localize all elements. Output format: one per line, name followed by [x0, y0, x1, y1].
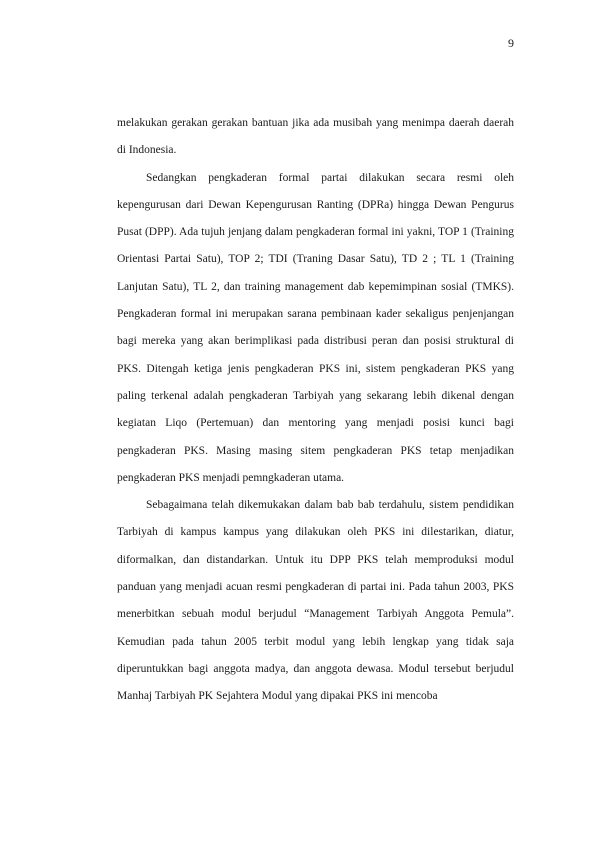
paragraph-3: Sebagaimana telah dikemukakan dalam bab bab terdahulu, sistem pendidikan Tarbiyah di kampus kampus yang dilakukan oleh PKS ini dilestarikan, diatur, diformalkan, dan distandarkan. Untuk itu DPP PKS telah memproduksi modul panduan yang menjadi acuan resmi pengkaderan di partai ini. Pada tahun 2003, PKS menerbitkan sebuah modul berjudul “Management Tarbiyah Anggota Pemula”. Kemudian pada tahun 2005 terbit modul yang lebih lengkap yang tidak saja diperuntukkan bagi anggota madya, dan anggota dewasa. Modul tersebut berjudul Manhaj Tarbiyah PK Sejahtera Modul yang dipakai PKS ini mencoba [117, 499, 514, 703]
paragraph-2: Sedangkan pengkaderan formal partai dilakukan secara resmi oleh kepengurusan dari Dewan Kepengurusan Ranting (DPRa) hingga Dewan Pengurus Pusat (DPP). Ada tujuh jenjang dalam pengkaderan formal ini yakni, TOP 1 (Training Orientasi Partai Satu), TOP 2; TDI (Traning Dasar Satu), TD 2 ; TL 1 (Training Lanjutan Satu), TL 2, dan training management dab kepemimpinan sosial (TMKS). Pengkaderan formal ini merupakan sarana pembinaan kader sekaligus penjenjangan bagi mereka yang akan berimplikasi pada distribusi peran dan posisi struktural di PKS. Ditengah ketiga jenis pengkaderan PKS ini, sistem pengkaderan PKS yang paling terkenal adalah pengkaderan Tarbiyah yang sekarang lebih dikenal dengan kegiatan Liqo (Pertemuan) dan mentoring yang menjadi posisi kunci bagi pengkaderan PKS. Masing masing sitem pengkaderan PKS tetap menjadikan pengkaderan PKS menjadi pemngkaderan utama. [117, 171, 514, 484]
paragraph-1: melakukan gerakan gerakan bantuan jika ada musibah yang menimpa daerah daerah di Indonesia. [117, 117, 514, 157]
page-number: 9 [508, 36, 514, 50]
body-text [117, 110, 514, 711]
